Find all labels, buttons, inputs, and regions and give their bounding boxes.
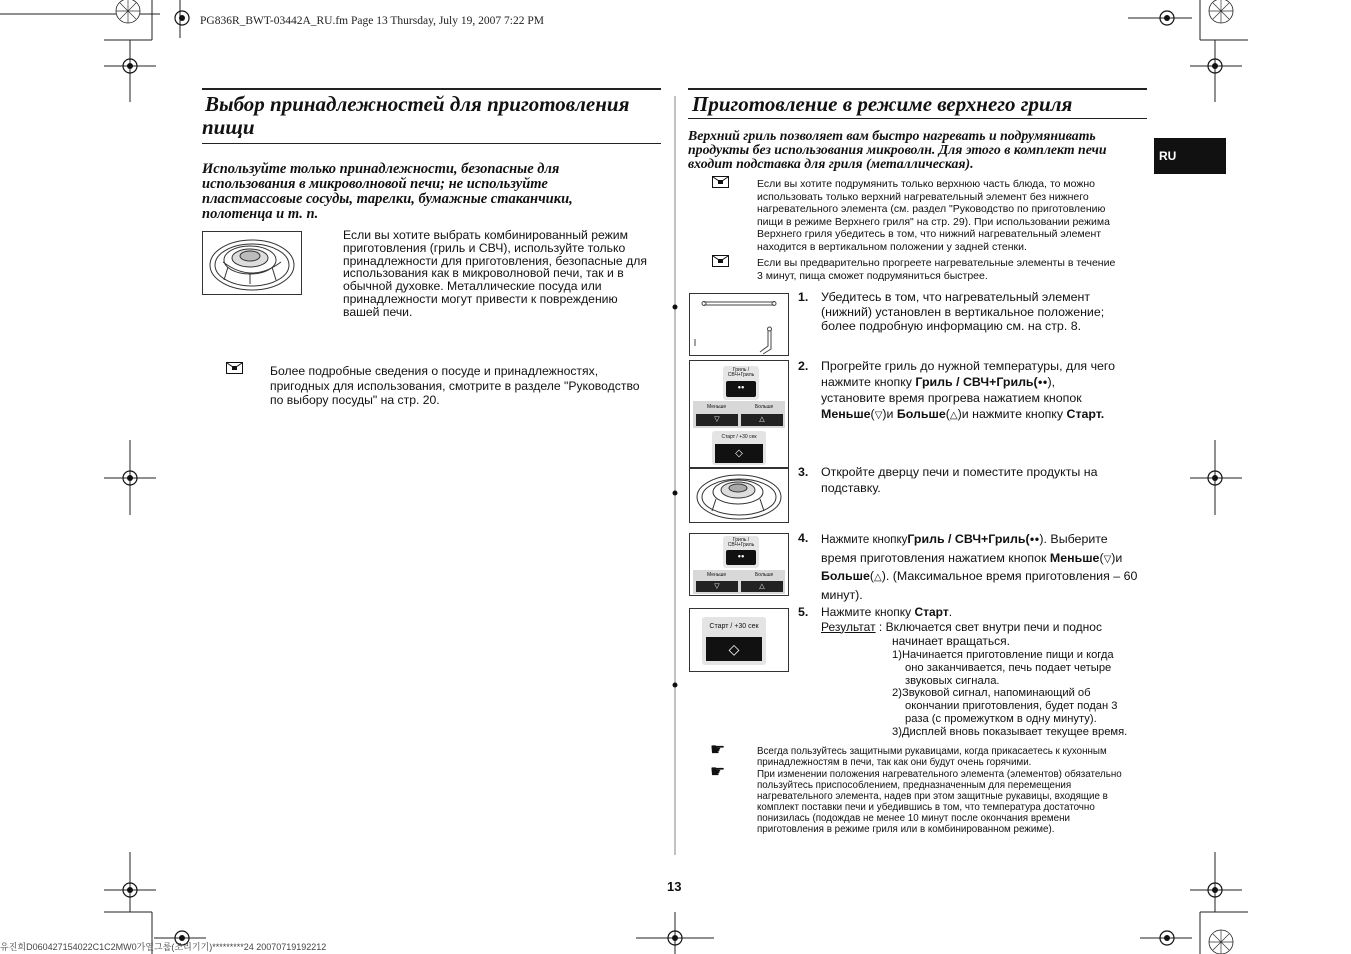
warning-1 xyxy=(757,746,1152,768)
text-run: )и xyxy=(1111,550,1123,565)
para-line: приготовления (гриль и СВЧ), используйте только xyxy=(343,240,626,255)
result-line: звуковых сигнала. xyxy=(905,674,1000,687)
less-more-panel-2 xyxy=(693,570,785,594)
language-tab xyxy=(1154,138,1226,174)
step-line: время приготовления нажатием кнопок Меньше(▽)и xyxy=(821,550,1123,565)
note-line: пригодных для использования, смотрите в разделе "Руководство xyxy=(270,378,640,393)
lead-line: использования в микроволновой печи; не используйте xyxy=(202,176,548,192)
warning-line: пользуйтесь приспособлением, предназначенным для перемещения xyxy=(757,780,1072,791)
grill-button-label-line: Гриль / xyxy=(732,367,750,373)
warning-line: комплект поставки печи и убедившись в том, что температура достаточно xyxy=(757,802,1095,813)
left-lead xyxy=(202,162,662,222)
more-ref: Больше xyxy=(821,569,870,583)
step-line: Больше(△). (Максимальное время приготовления – 60 xyxy=(821,569,1138,583)
start-ref: Старт. xyxy=(1066,406,1105,421)
down-triangle-icon: ▽ xyxy=(874,409,883,421)
text-run: . xyxy=(948,605,953,619)
footer-code: 유진희D060427154022C1C2MW0가열그룹(조리기기)*********24 20070719192212 xyxy=(0,942,327,952)
grill-button-ref: Гриль / СВЧ+Гриль( xyxy=(907,532,1030,546)
left-title-rule xyxy=(202,88,661,90)
note-line: по выбору посуды" на стр. 20. xyxy=(270,393,440,407)
turntable-illustration xyxy=(202,231,302,295)
note-line: находится в вертикальном положении у задней стенки. xyxy=(757,240,1027,253)
step-line: минут). xyxy=(821,587,863,602)
header-file-info: PG836R_BWT-03442A_RU.fm Page 13 Thursday, July 19, 2007 7:22 PM xyxy=(200,15,544,27)
page-number: 13 xyxy=(667,879,682,894)
start-button-big[interactable]: ◇ xyxy=(706,637,762,661)
step-line xyxy=(821,620,1151,635)
step-2-text xyxy=(821,359,1151,423)
step3-image xyxy=(689,468,789,523)
grill-symbol-icon: ꔷꔷ xyxy=(1029,535,1040,546)
note-line: использовать только верхний нагревательный элемент без нижнего xyxy=(757,190,1089,203)
text-run: )и нажмите кнопку xyxy=(957,406,1067,421)
step-line: установите время прогрева нажатием кнопок xyxy=(821,391,1082,405)
down-triangle-icon: ▽ xyxy=(1103,553,1112,565)
warning-line: При изменении положения нагревательного элемента (элементов) обязательно xyxy=(757,769,1122,780)
step-1-number: 1. xyxy=(798,290,809,304)
note-line: 3 минут, пища сможет подрумяниться быстрее. xyxy=(757,269,988,282)
text-run: ). (Максимальное время приготовления – 60 xyxy=(881,569,1138,583)
up-triangle-icon: △ xyxy=(874,572,882,583)
text-run: ). Выберите xyxy=(1039,532,1108,546)
start-panel xyxy=(712,431,766,465)
lead-line: входит подставка для гриля (металлическая). xyxy=(688,156,974,171)
lead-line: Используйте только принадлежности, безопасные для xyxy=(202,161,560,177)
step-4-text xyxy=(821,531,1151,603)
text-run: Нажмите кнопку xyxy=(821,605,915,619)
text-run: время приготовления нажатием кнопок xyxy=(821,550,1050,565)
turntable-food-image xyxy=(690,469,788,522)
left-title-line: Выбор принадлежностей для приготовления xyxy=(205,92,630,116)
less-label: Меньше xyxy=(707,404,727,410)
step-5-number: 5. xyxy=(798,605,809,619)
note-icon xyxy=(226,362,243,374)
lead-line: продукты без использования микроволн. Для этого в комплект печи xyxy=(688,142,1107,157)
grill-button-label-line: СВЧ+Гриль xyxy=(727,372,755,378)
result-line: 3)Дисплей вновь показывает текущее время. xyxy=(892,725,1128,738)
step5-image xyxy=(689,608,789,672)
text-run: : Включается свет внутри печи и поднос xyxy=(875,619,1102,634)
note-line: пищи в режиме Верхнего гриля" на стр. 29). При использовании режима xyxy=(757,215,1110,228)
step-line: Убедитесь в том, что нагревательный элемент xyxy=(821,290,1091,304)
para-line: обычной духовке. Металлические посуда или xyxy=(343,279,602,294)
warning-line: Всегда пользуйтесь защитными рукавицами, когда прикасаетесь к кухонным xyxy=(757,746,1107,757)
start-label-big: Старт / +30 сек xyxy=(709,623,759,630)
step-5-results xyxy=(892,649,1152,739)
start-ref: Старт xyxy=(914,605,949,619)
para-line: вашей печи. xyxy=(343,304,413,319)
heating-element-image xyxy=(690,294,788,355)
result-line: раза (с промежутком в одну минуту). xyxy=(905,712,1097,725)
step-line: Откройте дверцу печи и поместите продукты на xyxy=(821,465,1098,479)
more-label: Больше xyxy=(755,404,774,410)
note-line: Если вы хотите подрумянить только верхнюю часть блюда, то можно xyxy=(757,178,1096,190)
step-5-text xyxy=(821,605,1151,649)
step-4-number: 4. xyxy=(798,531,809,545)
lead-line: Верхний гриль позволяет вам быстро нагревать и подрумянивать xyxy=(688,128,1096,143)
lead-line: пластмассовые сосуды, тарелки, бумажные стаканчики, xyxy=(202,191,573,207)
step-line: Прогрейте гриль до нужной температуры, для чего xyxy=(821,359,1116,373)
warning-line: понизилась (подождав не менее 10 минут после окончания времени xyxy=(757,813,1071,824)
right-title: Приготовление в режиме верхнего гриля xyxy=(692,92,1073,116)
grill-button[interactable]: ꔷꔷ xyxy=(726,381,756,397)
step-line: начинает вращаться. xyxy=(892,634,1010,648)
warning-line: приготовления в режиме гриля или в комбинированном режиме). xyxy=(757,824,1055,835)
left-title xyxy=(202,92,665,139)
step-line xyxy=(821,375,1151,392)
left-note xyxy=(270,364,670,408)
note-line: нагревательного элемента (см. раздел "Руководство по приготовлению xyxy=(757,203,1106,215)
text-run: нажмите кнопку xyxy=(821,374,916,389)
left-title-underline xyxy=(202,143,661,144)
up-triangle-icon: △ xyxy=(949,409,958,421)
warning-line: принадлежностям в печи, так как они будут очень горячими. xyxy=(757,757,1032,768)
para-line: использования как в микроволновой печи, так и в xyxy=(343,266,624,281)
para-line: принадлежности могут привести к повреждению xyxy=(343,291,618,306)
language-tab-label: RU xyxy=(1159,149,1177,163)
more-button[interactable]: △ xyxy=(741,414,783,426)
text-run: Нажмите кнопку xyxy=(821,534,908,546)
grill-button-panel-2 xyxy=(723,536,759,568)
step-3-text xyxy=(821,465,1151,496)
step4-image xyxy=(689,533,789,596)
less-more-panel xyxy=(693,401,785,428)
less-label-2: Меньше xyxy=(707,572,727,578)
step-line: более подробную информацию см. на стр. 8. xyxy=(821,319,1082,333)
result-label: Результат xyxy=(821,619,876,634)
right-lead xyxy=(688,129,1153,171)
step-line: (нижний) установлен в вертикальное положение; xyxy=(821,304,1105,319)
text-run: ), xyxy=(1047,374,1056,389)
less-button[interactable]: ▽ xyxy=(696,414,738,426)
more-button-2[interactable]: △ xyxy=(741,581,783,592)
start-button[interactable]: ◇ xyxy=(715,444,763,463)
grill-button-label-line: СВЧ+Гриль xyxy=(727,542,755,548)
less-ref: Меньше xyxy=(821,406,871,421)
more-label-2: Больше xyxy=(755,572,774,578)
left-paragraph xyxy=(343,229,668,319)
step2-image xyxy=(689,360,789,468)
step-3-number: 3. xyxy=(798,465,809,479)
more-ref: Больше xyxy=(896,406,946,421)
right-note-2 xyxy=(757,257,1152,282)
para-line: принадлежности для приготовления, безопасные для xyxy=(343,253,647,268)
start-label: Старт / +30 сек xyxy=(721,434,757,440)
grill-button-label-line: Гриль / xyxy=(732,537,750,543)
grill-symbol-icon: ꔷꔷ xyxy=(1037,377,1048,389)
step-line: подставку. xyxy=(821,480,881,495)
step1-image xyxy=(689,293,789,356)
note-icon xyxy=(712,255,729,267)
warning-2 xyxy=(757,769,1152,835)
pointing-hand-icon: ☛ xyxy=(710,740,726,759)
pointing-hand-icon: ☛ xyxy=(710,762,726,781)
text-run: )и xyxy=(882,406,897,421)
grill-button-label-2 xyxy=(723,538,759,548)
grill-rack-image xyxy=(203,232,301,294)
grill-button-ref: Гриль / СВЧ+Гриль( xyxy=(915,374,1038,389)
step-2-number: 2. xyxy=(798,359,809,373)
note-icon xyxy=(712,176,729,188)
step-1-text xyxy=(821,290,1151,334)
lead-line: полотенца и т. п. xyxy=(202,206,319,222)
step-line xyxy=(821,605,1151,620)
right-note-1 xyxy=(757,178,1152,253)
warning-line: нагревательного элемента, надев при этом защитные рукавицы, входящие в xyxy=(757,791,1108,802)
result-line: 2)Звуковой сигнал, напоминающий об xyxy=(892,687,1091,700)
grill-button-panel xyxy=(723,366,759,400)
start-panel-big xyxy=(702,617,766,665)
right-title-rule xyxy=(688,88,1147,90)
result-line: оно заканчивается, печь подает четыре xyxy=(905,661,1112,674)
note-line: Если вы предварительно прогреете нагревательные элементы в течение xyxy=(757,257,1116,269)
grill-button-2[interactable]: ꔷꔷ xyxy=(726,550,756,565)
grill-button-label xyxy=(723,368,759,378)
left-title-line: пищи xyxy=(202,115,255,139)
result-line: 1)Начинается приготовление пищи и когда xyxy=(892,649,1114,661)
result-line: окончании приготовления, будет подан 3 xyxy=(905,700,1118,713)
less-button-2[interactable]: ▽ xyxy=(696,581,738,592)
less-ref: Меньше xyxy=(1049,550,1100,565)
note-line: Верхнего гриля убедитесь в том, что нижний нагревательный элемент xyxy=(757,228,1102,240)
para-line: Если вы хотите выбрать комбинированный режим xyxy=(343,228,628,242)
step-line xyxy=(821,531,1151,550)
step-line: Меньше(▽)и Больше(△)и нажмите кнопку Старт. xyxy=(821,406,1105,421)
note-line: Более подробные сведения о посуде и принадлежностях, xyxy=(270,364,599,378)
right-title-underline xyxy=(688,118,1147,119)
